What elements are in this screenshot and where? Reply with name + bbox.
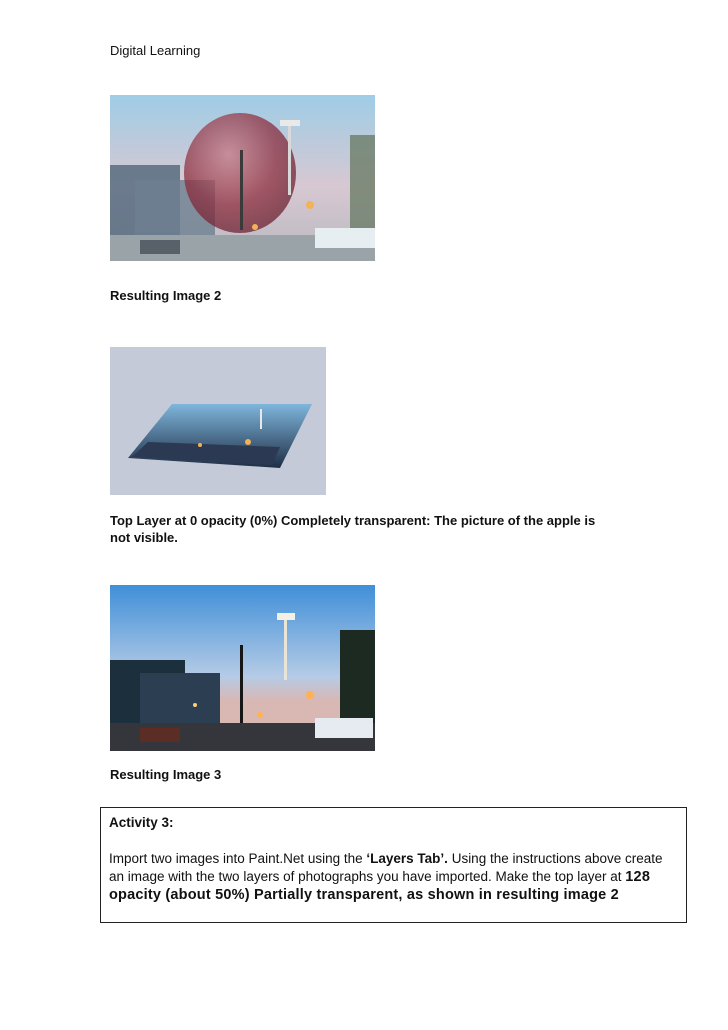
activity-text-part: Using the instructions above create an image with the two layers of photographs you have imported. Make the top layer at [109, 851, 663, 884]
activity-text [109, 850, 678, 904]
caption-resulting-image-2: Resulting Image 2 [110, 288, 222, 303]
activity-title: Activity 3: [109, 815, 174, 830]
activity-text-part: Import two images into Paint.Net using the [109, 851, 367, 866]
caption-line-2: not visible. [110, 530, 178, 545]
activity-box [100, 807, 687, 923]
layers-tab-emphasis: ‘Layers Tab’. [366, 851, 448, 866]
opacity-instruction-emphasis: 128 opacity (about 50%) Partially transparent, as shown in resulting image 2 [109, 869, 651, 903]
caption-line-1: Top Layer at 0 opacity (0%) Completely transparent: The picture of the apple is [110, 513, 596, 528]
caption-resulting-image-3: Resulting Image 3 [110, 767, 222, 782]
transparent-layer-image [110, 347, 326, 495]
page-header: Digital Learning [110, 43, 201, 58]
city-dusk-image [110, 585, 375, 751]
apple-overlay-city-image [110, 95, 375, 261]
caption-top-layer-0-opacity [110, 512, 595, 546]
